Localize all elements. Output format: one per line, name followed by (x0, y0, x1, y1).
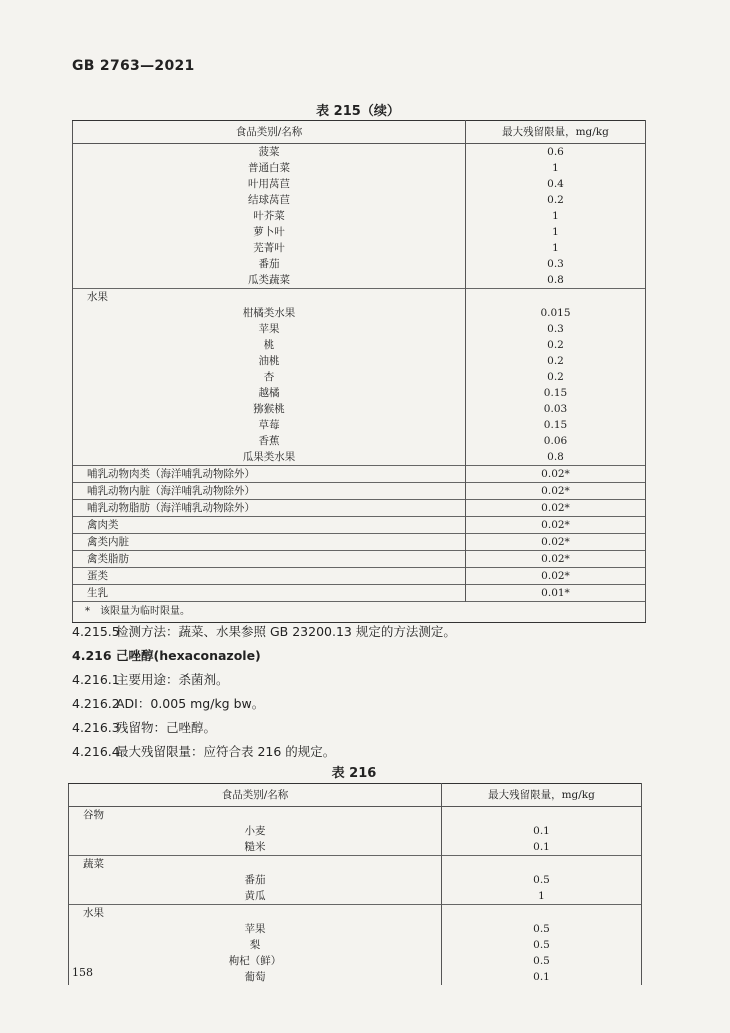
mrl-value-cell: 0.1 (442, 839, 642, 856)
table-row (73, 517, 646, 534)
table-row (73, 305, 646, 321)
clause-4-216-1: 4.216.1主要用途：杀菌剂。 (72, 672, 229, 687)
table-row (73, 417, 646, 433)
mrl-value-cell: 1 (466, 160, 646, 176)
table-row (73, 256, 646, 272)
page-number: 158 (72, 966, 93, 979)
table-row (73, 551, 646, 568)
mrl-value-cell: 0.15 (466, 385, 646, 401)
table-row (73, 534, 646, 551)
mrl-value-cell: 0.5 (442, 937, 642, 953)
table-row (73, 353, 646, 369)
table-row (69, 807, 642, 824)
table-row (73, 321, 646, 337)
food-name-cell: 叶用莴苣 (73, 176, 466, 192)
mrl-value-cell: 0.15 (466, 417, 646, 433)
column-header-value: 最大残留限量，mg/kg (442, 784, 642, 807)
mrl-value-cell (442, 856, 642, 873)
table-row (69, 823, 642, 839)
table-row (69, 921, 642, 937)
mrl-value-cell (442, 905, 642, 922)
table-row (73, 176, 646, 192)
table-footnote: * 该限量为临时限量。 (73, 602, 646, 623)
table-row (73, 500, 646, 517)
mrl-value-cell: 0.5 (442, 953, 642, 969)
food-name-cell: 番茄 (73, 256, 466, 272)
table-row (69, 905, 642, 922)
clause-4-216: 4.216 己唑醇(hexaconazole) (72, 648, 261, 663)
food-name-cell: 枸杞（鲜） (69, 953, 442, 969)
food-name-cell: 菠菜 (73, 144, 466, 161)
mrl-value-cell: 0.02* (466, 466, 646, 483)
column-header-name: 食品类别/名称 (73, 121, 466, 144)
mrl-value-cell (442, 807, 642, 824)
mrl-value-cell: 0.6 (466, 144, 646, 161)
mrl-value-cell: 0.4 (466, 176, 646, 192)
table-row (69, 888, 642, 905)
mrl-value-cell: 0.06 (466, 433, 646, 449)
mrl-value-cell: 0.3 (466, 256, 646, 272)
food-name-cell: 越橘 (73, 385, 466, 401)
food-name-cell: 萝卜叶 (73, 224, 466, 240)
food-name-cell: 禽类内脏 (73, 534, 466, 551)
table-216-caption: 表 216 (331, 766, 377, 781)
mrl-value-cell: 0.3 (466, 321, 646, 337)
food-name-cell: 生乳 (73, 585, 466, 602)
table-row (73, 466, 646, 483)
table-row (73, 289, 646, 306)
table-row (73, 385, 646, 401)
mrl-value-cell: 0.01* (466, 585, 646, 602)
table-row (73, 433, 646, 449)
food-name-cell: 苹果 (73, 321, 466, 337)
mrl-value-cell: 0.015 (466, 305, 646, 321)
food-name-cell: 小麦 (69, 823, 442, 839)
mrl-value-cell: 0.2 (466, 353, 646, 369)
food-name-cell: 芜菁叶 (73, 240, 466, 256)
table-row (73, 144, 646, 161)
table-row (73, 192, 646, 208)
table-row (69, 969, 642, 985)
standard-number: GB 2763—2021 (72, 58, 195, 74)
mrl-value-cell: 0.1 (442, 823, 642, 839)
mrl-value-cell: 0.5 (442, 921, 642, 937)
food-name-cell: 苹果 (69, 921, 442, 937)
food-name-cell: 哺乳动物内脏（海洋哺乳动物除外） (73, 483, 466, 500)
table-row (69, 953, 642, 969)
food-name-cell: 禽肉类 (73, 517, 466, 534)
food-name-cell: 瓜果类水果 (73, 449, 466, 466)
table-row (73, 224, 646, 240)
food-name-cell: 水果 (69, 905, 442, 922)
column-header-value: 最大残留限量，mg/kg (466, 121, 646, 144)
food-name-cell: 水果 (73, 289, 466, 306)
clause-4-215-5: 4.215.5检测方法：蔬菜、水果参照 GB 23200.13 规定的方法测定。 (72, 624, 456, 639)
food-name-cell: 草莓 (73, 417, 466, 433)
food-name-cell: 哺乳动物脂肪（海洋哺乳动物除外） (73, 500, 466, 517)
food-name-cell: 叶芥菜 (73, 208, 466, 224)
mrl-value-cell: 0.5 (442, 872, 642, 888)
table-row (73, 208, 646, 224)
mrl-value-cell: 0.8 (466, 449, 646, 466)
table-row (73, 369, 646, 385)
table-215-caption: 表 215（续） (316, 104, 400, 119)
table-row (69, 839, 642, 856)
food-name-cell: 禽类脂肪 (73, 551, 466, 568)
column-header-name: 食品类别/名称 (69, 784, 442, 807)
table-row (73, 449, 646, 466)
mrl-value-cell: 0.02* (466, 500, 646, 517)
clause-4-216-4: 4.216.4最大残留限量：应符合表 216 的规定。 (72, 744, 336, 759)
table-row (73, 160, 646, 176)
mrl-value-cell (466, 289, 646, 306)
mrl-value-cell: 0.2 (466, 192, 646, 208)
table-215 (72, 120, 646, 623)
mrl-value-cell: 1 (466, 208, 646, 224)
food-name-cell: 哺乳动物肉类（海洋哺乳动物除外） (73, 466, 466, 483)
food-name-cell: 谷物 (69, 807, 442, 824)
food-name-cell: 柑橘类水果 (73, 305, 466, 321)
table-row (69, 856, 642, 873)
mrl-value-cell: 0.02* (466, 551, 646, 568)
mrl-value-cell: 0.1 (442, 969, 642, 985)
food-name-cell: 蛋类 (73, 568, 466, 585)
mrl-value-cell: 0.8 (466, 272, 646, 289)
table-row (73, 483, 646, 500)
mrl-value-cell: 1 (466, 240, 646, 256)
table-row (69, 937, 642, 953)
mrl-value-cell: 1 (466, 224, 646, 240)
mrl-value-cell: 1 (442, 888, 642, 905)
table-row (73, 272, 646, 289)
mrl-value-cell: 0.02* (466, 568, 646, 585)
table-row (73, 568, 646, 585)
mrl-value-cell: 0.02* (466, 534, 646, 551)
table-216 (68, 783, 642, 985)
food-name-cell: 油桃 (73, 353, 466, 369)
food-name-cell: 桃 (73, 337, 466, 353)
food-name-cell: 香蕉 (73, 433, 466, 449)
table-row (73, 337, 646, 353)
table-row (69, 872, 642, 888)
food-name-cell: 杏 (73, 369, 466, 385)
table-row (73, 585, 646, 602)
food-name-cell: 结球莴苣 (73, 192, 466, 208)
table-row (73, 401, 646, 417)
food-name-cell: 糙米 (69, 839, 442, 856)
mrl-value-cell: 0.02* (466, 517, 646, 534)
food-name-cell: 普通白菜 (73, 160, 466, 176)
mrl-value-cell: 0.2 (466, 337, 646, 353)
food-name-cell: 瓜类蔬菜 (73, 272, 466, 289)
mrl-value-cell: 0.02* (466, 483, 646, 500)
food-name-cell: 黄瓜 (69, 888, 442, 905)
food-name-cell: 番茄 (69, 872, 442, 888)
clause-4-216-2: 4.216.2ADI：0.005 mg/kg bw。 (72, 696, 265, 711)
food-name-cell: 猕猴桃 (73, 401, 466, 417)
mrl-value-cell: 0.2 (466, 369, 646, 385)
food-name-cell: 梨 (69, 937, 442, 953)
mrl-value-cell: 0.03 (466, 401, 646, 417)
food-name-cell: 蔬菜 (69, 856, 442, 873)
table-row (73, 240, 646, 256)
food-name-cell: 葡萄 (69, 969, 442, 985)
clause-4-216-3: 4.216.3残留物：己唑醇。 (72, 720, 217, 735)
